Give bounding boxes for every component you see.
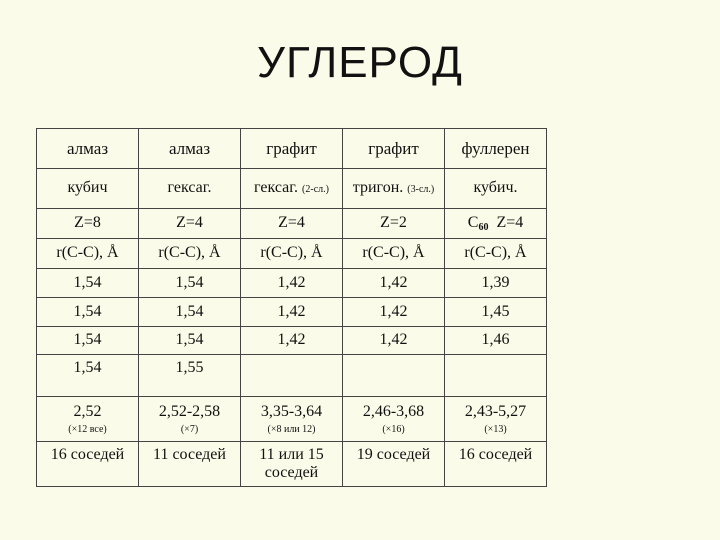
empty-cell xyxy=(241,355,343,397)
table-row xyxy=(37,129,547,169)
page-title: УГЛЕРОД xyxy=(257,38,463,87)
table-row xyxy=(37,239,547,269)
neighbors-cell: 16 соседей xyxy=(445,442,547,487)
neighbors-cell: 11 или 15 соседей xyxy=(241,442,343,487)
bond-value-cell: 1,55 xyxy=(139,355,241,397)
column-header: графит xyxy=(343,129,445,169)
distance-cell: 2,43-5,27 (×13) xyxy=(445,397,547,442)
column-header: графит xyxy=(241,129,343,169)
table-row xyxy=(37,169,547,209)
neighbors-cell: 11 соседей xyxy=(139,442,241,487)
bond-value-cell: 1,42 xyxy=(241,298,343,327)
table-row xyxy=(37,442,547,487)
z-cell: Z=2 xyxy=(343,209,445,239)
bond-label-cell: r(C-C), Å xyxy=(343,239,445,269)
neighbors-cell: 16 соседей xyxy=(37,442,139,487)
bond-value-cell: 1,39 xyxy=(445,269,547,298)
bond-value-cell: 1,42 xyxy=(241,269,343,298)
bond-value-cell: 1,42 xyxy=(241,327,343,355)
bond-value-cell: 1,42 xyxy=(343,269,445,298)
z-cell: Z=4 xyxy=(241,209,343,239)
bond-value-cell: 1,54 xyxy=(139,327,241,355)
structure-cell: гексаг. xyxy=(139,169,241,209)
table-row xyxy=(37,209,547,239)
bond-label-cell: r(C-C), Å xyxy=(37,239,139,269)
bond-value-cell: 1,54 xyxy=(37,298,139,327)
empty-cell xyxy=(445,355,547,397)
table-row xyxy=(37,298,547,327)
bond-value-cell: 1,46 xyxy=(445,327,547,355)
column-header: фуллерен xyxy=(445,129,547,169)
distance-cell: 2,46-3,68 (×16) xyxy=(343,397,445,442)
structure-cell: кубич. xyxy=(445,169,547,209)
z-cell: Z=4 xyxy=(139,209,241,239)
bond-value-cell: 1,54 xyxy=(139,298,241,327)
bond-label-cell: r(C-C), Å xyxy=(445,239,547,269)
empty-cell xyxy=(343,355,445,397)
table-row xyxy=(37,355,547,397)
bond-label-cell: r(C-C), Å xyxy=(139,239,241,269)
structure-cell: тригон. (3-сл.) xyxy=(343,169,445,209)
bond-value-cell: 1,54 xyxy=(37,355,139,397)
bond-value-cell: 1,45 xyxy=(445,298,547,327)
structure-cell: кубич xyxy=(37,169,139,209)
column-header: алмаз xyxy=(139,129,241,169)
z-cell: $C_{60}$ Z=4 xyxy=(445,209,547,239)
table-row xyxy=(37,269,547,298)
neighbors-cell: 19 соседей xyxy=(343,442,445,487)
carbon-properties-table xyxy=(36,128,547,487)
distance-cell: 2,52-2,58 (×7) xyxy=(139,397,241,442)
column-header: алмаз xyxy=(37,129,139,169)
z-cell: Z=8 xyxy=(37,209,139,239)
bond-value-cell: 1,42 xyxy=(343,298,445,327)
bond-value-cell: 1,54 xyxy=(37,269,139,298)
bond-value-cell: 1,54 xyxy=(139,269,241,298)
distance-cell: 2,52 (×12 все) xyxy=(37,397,139,442)
bond-value-cell: 1,54 xyxy=(37,327,139,355)
table-row xyxy=(37,327,547,355)
bond-value-cell: 1,42 xyxy=(343,327,445,355)
distance-cell: 3,35-3,64 (×8 или 12) xyxy=(241,397,343,442)
structure-cell: гексаг. (2-сл.) xyxy=(241,169,343,209)
table-row xyxy=(37,397,547,442)
bond-label-cell: r(C-C), Å xyxy=(241,239,343,269)
